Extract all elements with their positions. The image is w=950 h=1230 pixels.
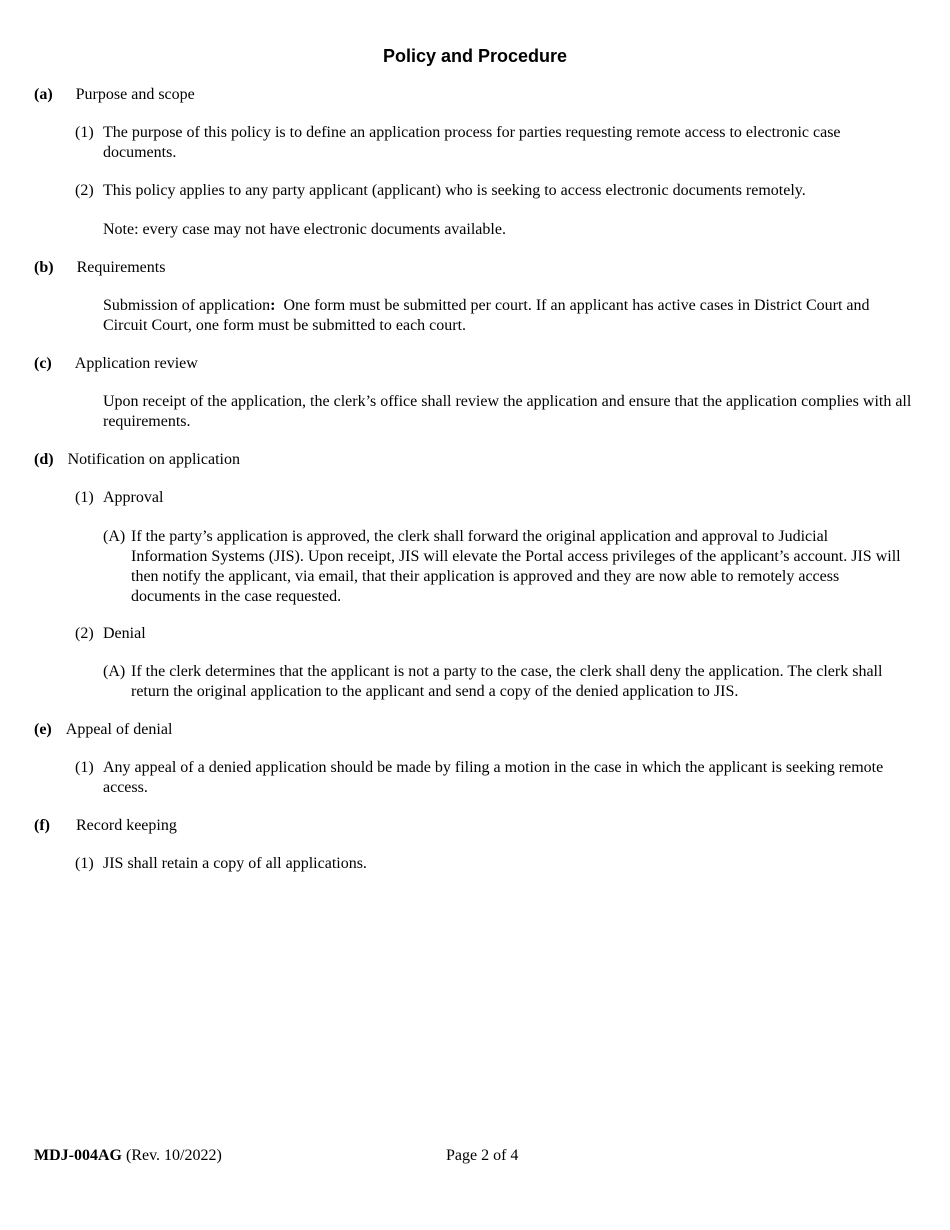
section-letter: (e) <box>34 721 52 738</box>
section-letter: (b) <box>34 259 54 276</box>
item-text: If the party’s application is approved, the clerk shall forward the original application and approval to Judicial Information Systems (JIS). Upon receipt, JIS will elevate the Portal access privileges of the applicant’s account. JIS will then notify the applicant, via email, that their application is approved and they are now able to remotely access documents in the case requested. <box>131 528 901 605</box>
item-marker: (A) <box>103 528 126 545</box>
item-text: This policy applies to any party applicant (applicant) who is seeking to access electronic documents remotely. <box>103 182 806 199</box>
list-item <box>75 488 475 508</box>
section-c-heading <box>34 354 198 374</box>
list-item <box>75 181 915 201</box>
section-title: Requirements <box>76 259 166 276</box>
item-marker: (1) <box>75 124 94 141</box>
page-number: Page 2 of 4 <box>446 1147 519 1164</box>
item-text: JIS shall retain a copy of all applications. <box>103 855 367 872</box>
lead-colon: : <box>270 297 276 314</box>
item-marker: (1) <box>75 489 94 506</box>
form-code: MDJ-004AG <box>34 1147 122 1164</box>
section-title: Purpose and scope <box>75 86 195 103</box>
lead-text: Submission of application <box>103 297 271 314</box>
item-marker: (2) <box>75 182 94 199</box>
sub-list-item <box>103 527 903 607</box>
item-text: Any appeal of a denied application should be made by filing a motion in the case in which the applicant is seeking remote access. <box>103 759 884 796</box>
list-item <box>75 854 675 874</box>
section-letter: (d) <box>34 451 54 468</box>
section-letter: (a) <box>34 86 53 103</box>
section-f-heading <box>34 816 177 836</box>
body-text: One form must be submitted per court. If an applicant has active cases in District Court and Circuit Court, one form must be submitted to each court. <box>103 297 870 334</box>
section-title: Record keeping <box>75 817 177 834</box>
section-letter: (c) <box>34 355 52 372</box>
item-marker: (1) <box>75 759 94 776</box>
review-paragraph: Upon receipt of the application, the clerk’s office shall review the application and ensure that the application complies with all requirements. <box>103 393 912 430</box>
form-revision: (Rev. 10/2022) <box>125 1147 222 1164</box>
list-item <box>75 624 475 644</box>
section-e-heading <box>34 720 172 740</box>
section-title: Application review <box>74 355 198 372</box>
requirements-paragraph <box>103 296 903 336</box>
item-text: Denial <box>103 625 146 642</box>
list-item <box>75 123 905 163</box>
item-text: If the clerk determines that the applicant is not a party to the case, the clerk shall deny the application. The clerk shall return the original application to the applicant and send a copy of the denied application to JIS. <box>131 663 883 700</box>
section-a-heading <box>34 85 195 105</box>
item-marker: (1) <box>75 855 94 872</box>
item-marker: (2) <box>75 625 94 642</box>
section-b-heading <box>34 258 165 278</box>
section-title: Notification on application <box>67 451 240 468</box>
section-title: Appeal of denial <box>65 721 173 738</box>
item-text: The purpose of this policy is to define an application process for parties requesting remote access to electronic case documents. <box>103 124 841 161</box>
page-title: Policy and Procedure <box>382 46 568 66</box>
sub-list-item <box>103 662 903 702</box>
item-text: Approval <box>103 489 164 506</box>
list-item <box>75 758 890 798</box>
section-d-heading <box>34 450 240 470</box>
section-letter: (f) <box>34 817 50 834</box>
note-text: Note: every case may not have electronic documents available. <box>103 221 506 238</box>
item-marker: (A) <box>103 663 126 680</box>
footer-form-id <box>34 1146 222 1166</box>
